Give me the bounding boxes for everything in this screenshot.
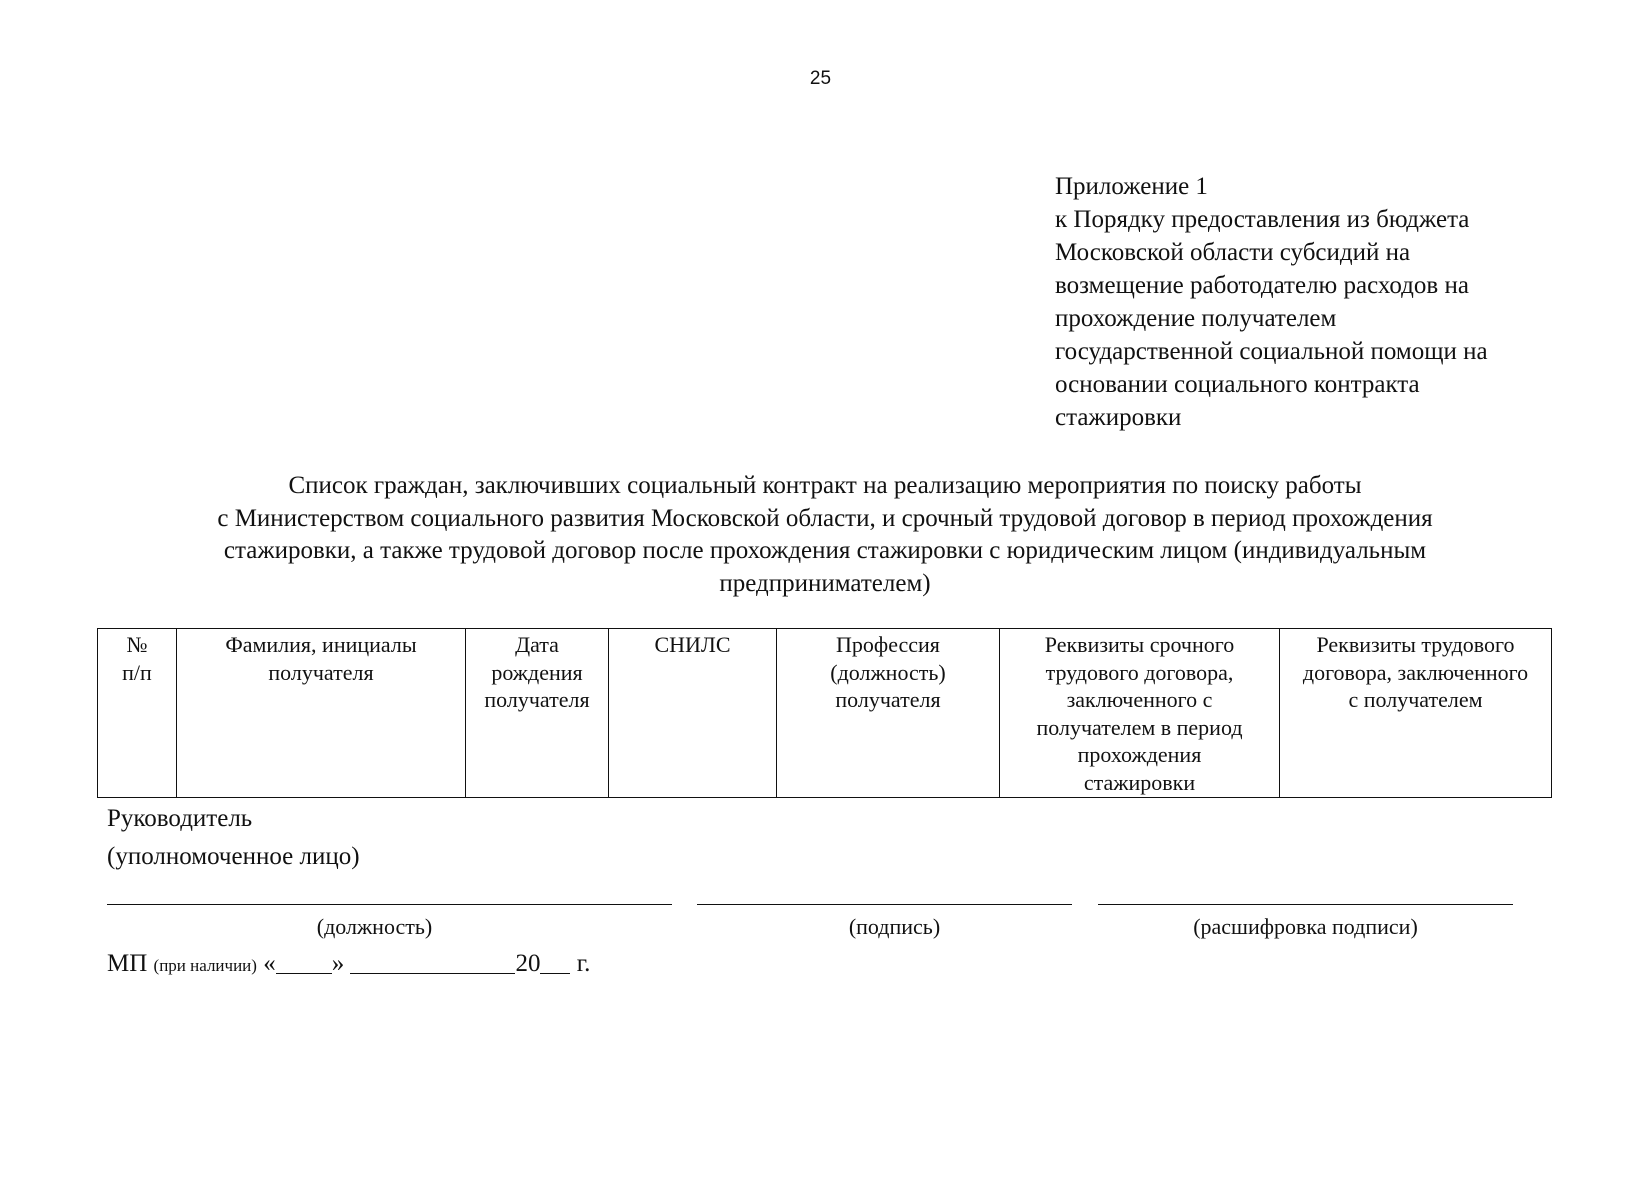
appendix-line: Московской области субсидий на <box>1055 239 1411 266</box>
year-blank <box>540 948 570 974</box>
list-title <box>80 470 1570 600</box>
header-line: с получателем <box>1348 687 1483 712</box>
column-header-full-name <box>177 629 466 798</box>
header-line: стажировки <box>1083 769 1196 795</box>
appendix-line: Приложение 1 <box>1055 173 1208 200</box>
appendix-line: основании социального контракта <box>1055 371 1420 398</box>
recipients-table <box>97 628 1552 798</box>
appendix-line: к Порядку предоставления из бюджета <box>1055 206 1470 233</box>
position-caption: (должность) <box>316 914 433 939</box>
seal-label: МП <box>107 950 148 977</box>
header-line: Профессия <box>836 632 940 657</box>
month-blank <box>350 948 515 974</box>
page-number: 25 <box>809 68 832 89</box>
list-title-line: стажировки, а также трудовой договор после прохождения стажировки с юридическим лицом (индивидуальным <box>223 537 1427 564</box>
column-header-snils <box>609 629 777 798</box>
header-line: получателя <box>268 659 374 685</box>
header-line: Фамилия, инициалы <box>225 632 417 657</box>
appendix-line: стажировки <box>1055 404 1182 431</box>
name-decoding-line <box>1098 904 1513 905</box>
quote-open: « <box>263 950 276 977</box>
appendix-line: прохождение получателем <box>1055 305 1337 332</box>
header-line: заключенного с <box>1066 687 1213 712</box>
seal-note: (при наличии) <box>153 956 257 975</box>
column-header-number <box>98 629 177 798</box>
appendix-line: государственной социальной помощи на <box>1055 338 1488 365</box>
header-line: рождения <box>491 659 583 685</box>
column-header-profession <box>777 629 1000 798</box>
header-line: Реквизиты срочного <box>1044 632 1235 657</box>
table-header-row <box>98 629 1552 798</box>
header-line: получателем в период <box>1036 714 1243 740</box>
column-header-employment-contract <box>1280 629 1552 798</box>
list-title-line: с Министерством социального развития Московской области, и срочный трудовой договор в период прохождения <box>217 504 1433 532</box>
header-line: (должность) <box>830 659 946 685</box>
header-line: трудового договора, <box>1045 659 1234 685</box>
year-suffix: г. <box>576 950 591 977</box>
year-prefix: 20 <box>515 950 541 977</box>
header-line: п/п <box>122 659 152 685</box>
manager-title: Руководитель <box>107 805 253 832</box>
appendix-header <box>1055 170 1615 434</box>
position-signature-line <box>107 904 672 905</box>
column-header-birth-date <box>466 629 609 798</box>
seal-date-row <box>107 948 590 978</box>
header-line: прохождения <box>1077 742 1202 767</box>
manager-label <box>107 800 360 876</box>
header-line: СНИЛС <box>654 632 731 657</box>
list-title-line: Список граждан, заключивших социальный контракт на реализацию мероприятия по поиску работы <box>288 472 1362 499</box>
header-line: № <box>126 632 148 657</box>
name-decoding-caption: (расшифровка подписи) <box>1193 914 1418 939</box>
quote-close: » <box>331 950 345 977</box>
header-line: Реквизиты трудового <box>1316 632 1515 657</box>
day-blank <box>276 948 332 974</box>
authorized-person-note: (уполномоченное лицо) <box>107 843 360 870</box>
signature-caption: (подпись) <box>848 914 941 939</box>
signature-line <box>697 904 1072 905</box>
header-line: Дата <box>515 632 559 657</box>
header-line: получателя <box>484 687 590 712</box>
column-header-fixed-term-contract <box>1000 629 1280 798</box>
header-line: получателя <box>835 687 941 712</box>
appendix-line: возмещение работодателю расходов на <box>1055 272 1469 299</box>
list-title-line: предпринимателем) <box>719 569 931 597</box>
header-line: договора, заключенного <box>1302 659 1529 685</box>
